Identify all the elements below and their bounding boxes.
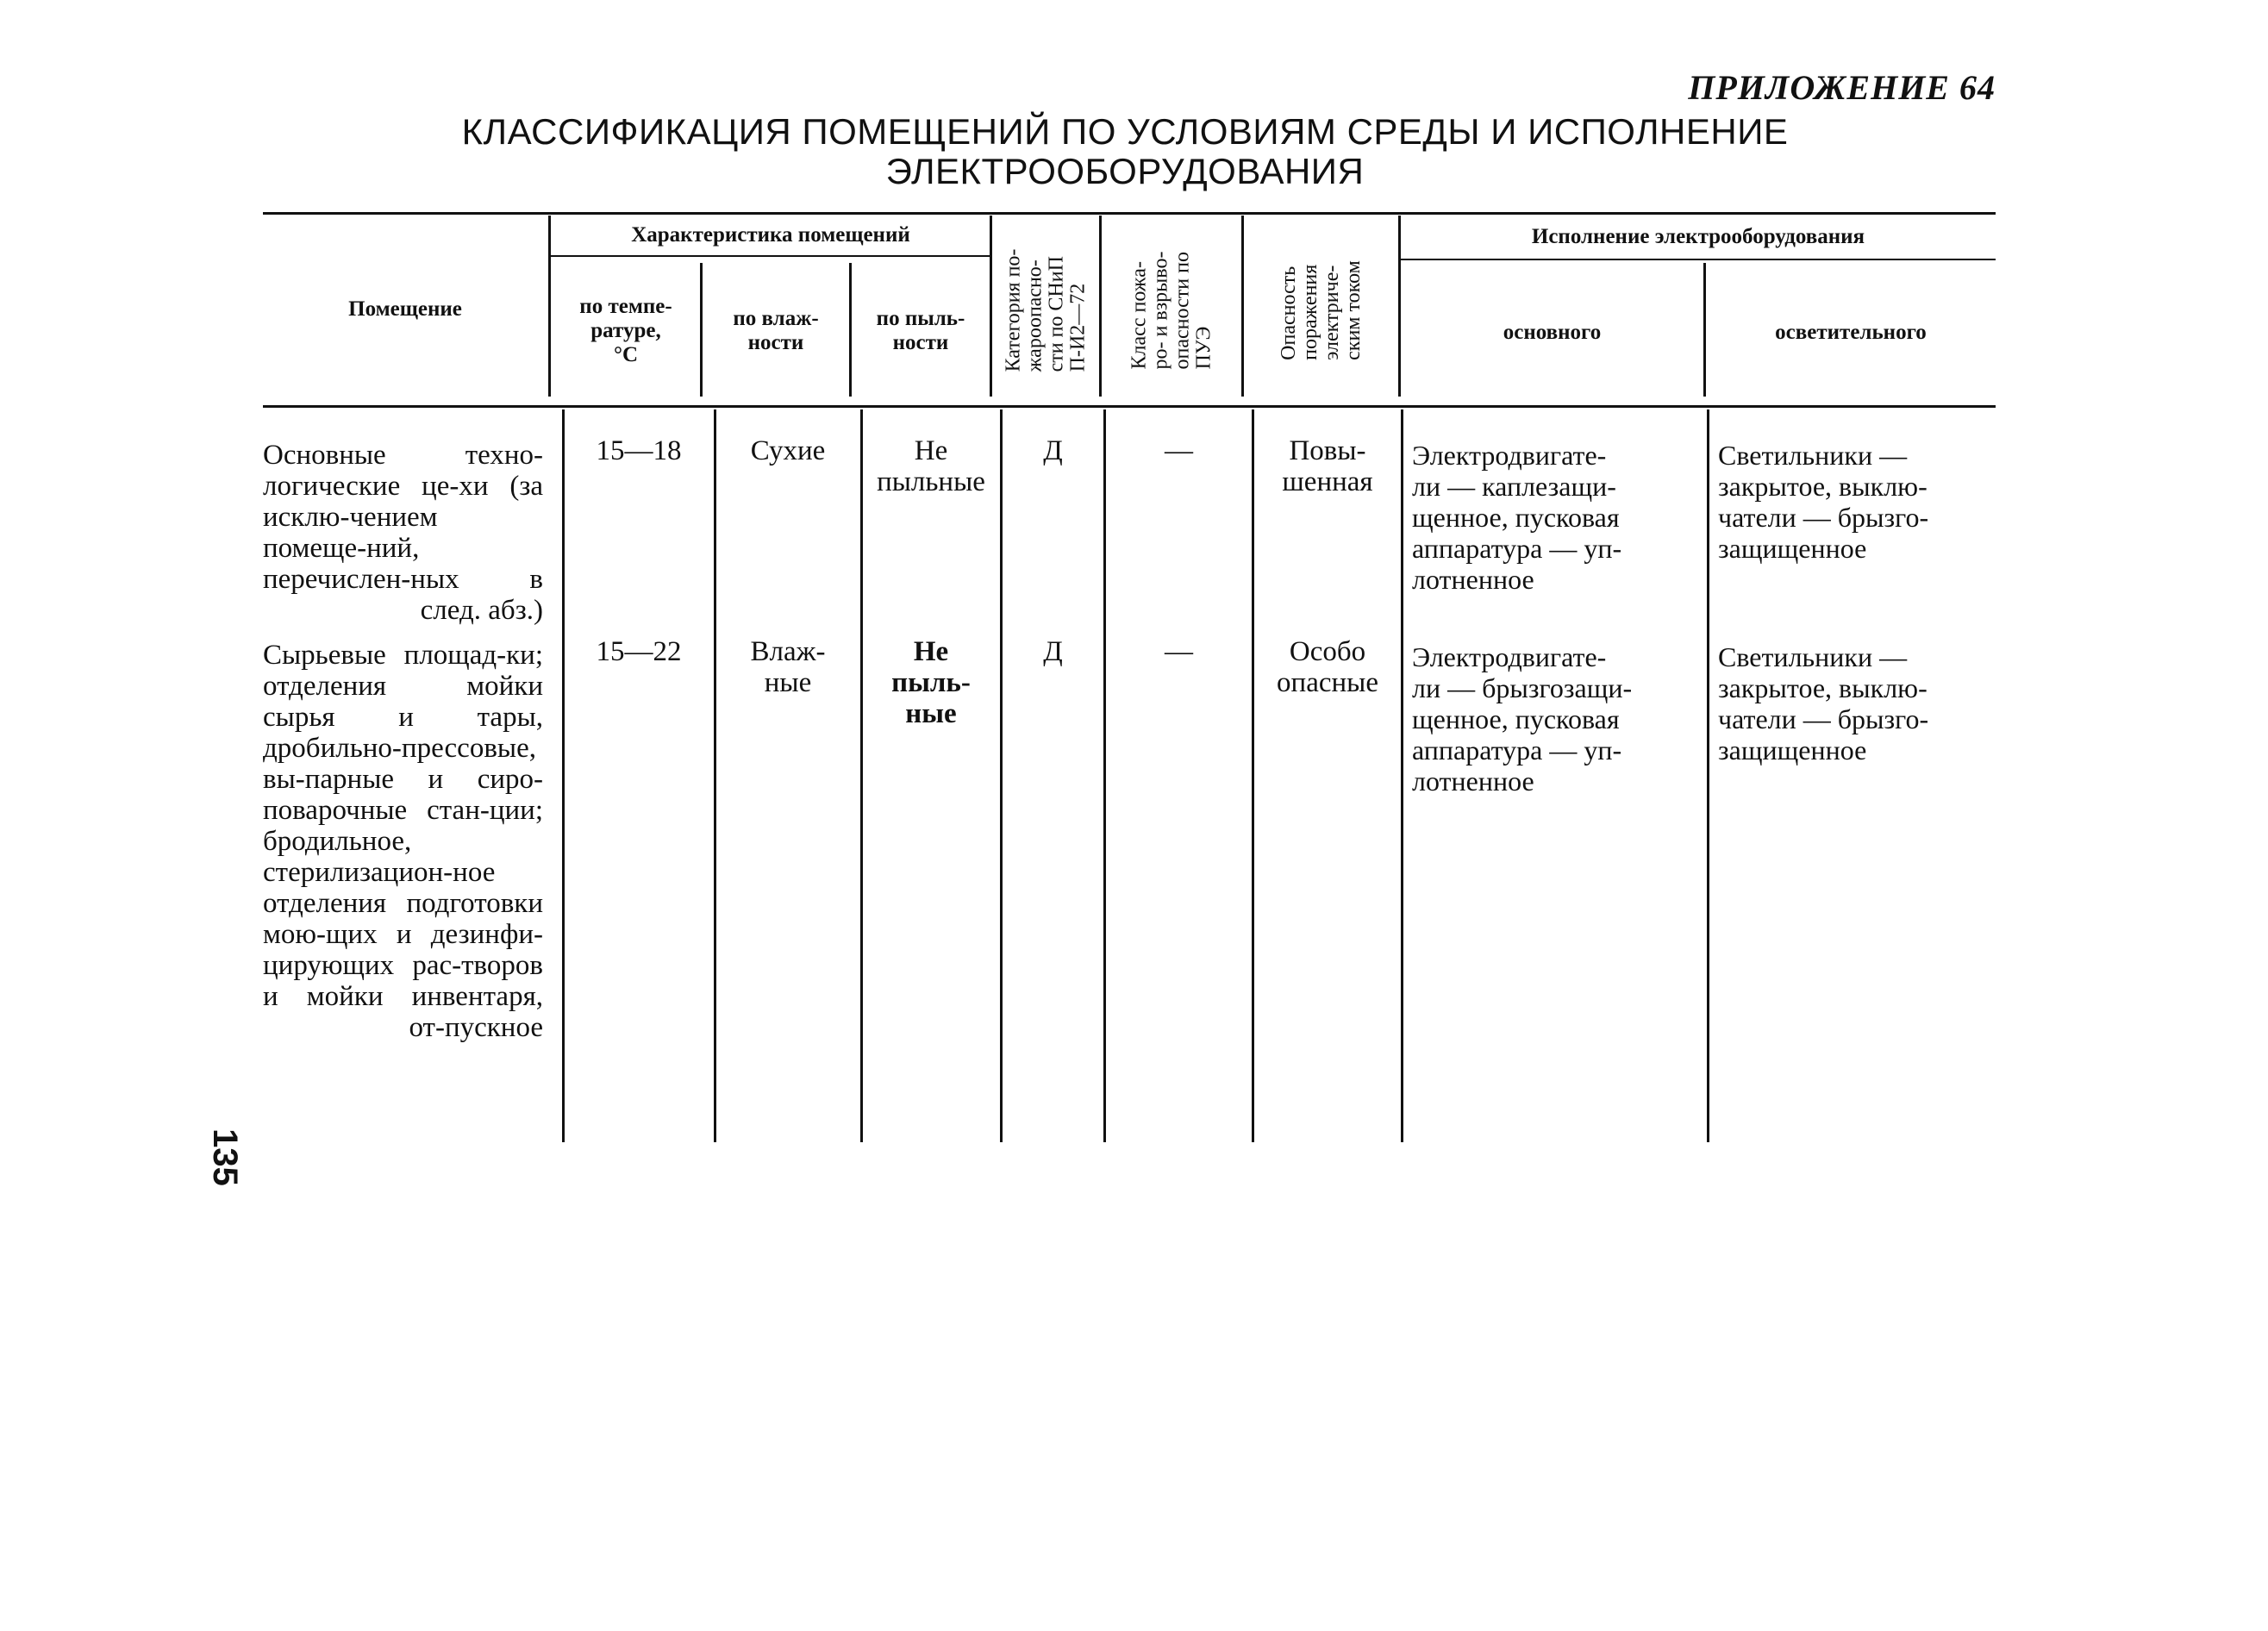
header-explosion-class [1102, 217, 1241, 403]
header-dust-text: по пыль- ности [876, 307, 965, 354]
row2-fire-category: Д [1043, 636, 1063, 667]
header-humidity [703, 259, 849, 403]
row1-room: Основные техно-логические це-хи (за исклю-чением помеще-ний, перечислен-ных в след. абз.) [263, 440, 543, 626]
header-main: основного [1503, 321, 1602, 344]
row2-explosion-class: — [1165, 636, 1193, 667]
body-divider-3 [860, 409, 863, 1142]
body-divider-5 [1103, 409, 1106, 1142]
body-divider-4 [1000, 409, 1003, 1142]
header-bottom-rule [263, 405, 1996, 408]
table-top-rule [263, 212, 1996, 215]
header-characteristics: Характеристика помещений [631, 223, 910, 247]
row2-main: Электродвигате- ли — брызгозащи- щенное, пусковая аппаратура — уп- лотненное [1412, 641, 1633, 797]
body-divider-1 [562, 409, 565, 1142]
header-temperature-text: по темпе- ратуре, °С [579, 295, 672, 366]
header-fire-category [992, 217, 1099, 403]
title-line-1: КЛАССИФИКАЦИЯ ПОМЕЩЕНИЙ ПО УСЛОВИЯМ СРЕДЫ И ИСПОЛНЕНИЕ [461, 111, 1789, 152]
row2-temperature: 15—22 [596, 636, 682, 667]
header-dust [852, 259, 990, 403]
row1-temperature: 15—18 [596, 435, 682, 466]
header-explosion-class-text: Класс пожа- ро- и взрыво- опасности по ПУЭ [1128, 251, 1215, 370]
header-equipment: Исполнение электрооборудования [1531, 225, 1865, 248]
appendix-label: ПРИЛОЖЕНИЕ 64 [1688, 68, 1996, 107]
header-divider-1 [548, 216, 551, 397]
row2-shock-danger: Особо опасные [1277, 636, 1378, 698]
row1-explosion-class: — [1165, 435, 1193, 466]
body-divider-6 [1252, 409, 1254, 1142]
page-number [205, 1122, 244, 1191]
row1-dust: Не пыльные [877, 435, 985, 497]
row1-shock-danger: Повы- шенная [1282, 435, 1373, 497]
body-divider-7 [1401, 409, 1403, 1142]
page-number-text: 135 [205, 1128, 244, 1186]
row2-dust: Не пыль- ные [891, 636, 971, 729]
header-temperature [552, 259, 700, 403]
equipment-underline [1401, 259, 1996, 260]
row1-lighting: Светильники — закрытое, выклю- чатели — брызго- защищенное [1718, 440, 1929, 564]
header-lighting: осветительного [1775, 321, 1927, 344]
characteristics-underline [550, 255, 990, 257]
row1-fire-category: Д [1043, 435, 1063, 466]
row2-lighting: Светильники — закрытое, выклю- чатели — брызго- защищенное [1718, 641, 1929, 766]
header-room: Помещение [348, 297, 462, 321]
title-line-2: ЭЛЕКТРООБОРУДОВАНИЯ [885, 151, 1365, 191]
header-humidity-text: по влаж- ности [733, 307, 819, 354]
body-divider-8 [1707, 409, 1709, 1142]
row1-main: Электродвигате- ли — каплезащи- щенное, пусковая аппаратура — уп- лотненное [1412, 440, 1622, 595]
header-shock-danger [1244, 217, 1398, 403]
header-fire-category-text: Категория по- жароопасно- сти по СНиП П-И2—72 [1002, 248, 1090, 372]
body-divider-2 [714, 409, 716, 1142]
header-shock-danger-text: Опасность поражения электриче- ским током [1277, 260, 1365, 360]
row2-humidity: Влаж- ные [750, 636, 826, 698]
row1-humidity: Сухие [750, 435, 826, 466]
row2-room: Сырьевые площад-ки; отделения мойки сырья и тары, дробильно-прессовые, вы-парные и сиро-поварочные стан-ции; бродильное, стерилизацион-ное отделения подготовки мою-щих и дезинфи-цирующих рас-творов и мойки инвентаря, от-пускное [263, 640, 543, 1043]
